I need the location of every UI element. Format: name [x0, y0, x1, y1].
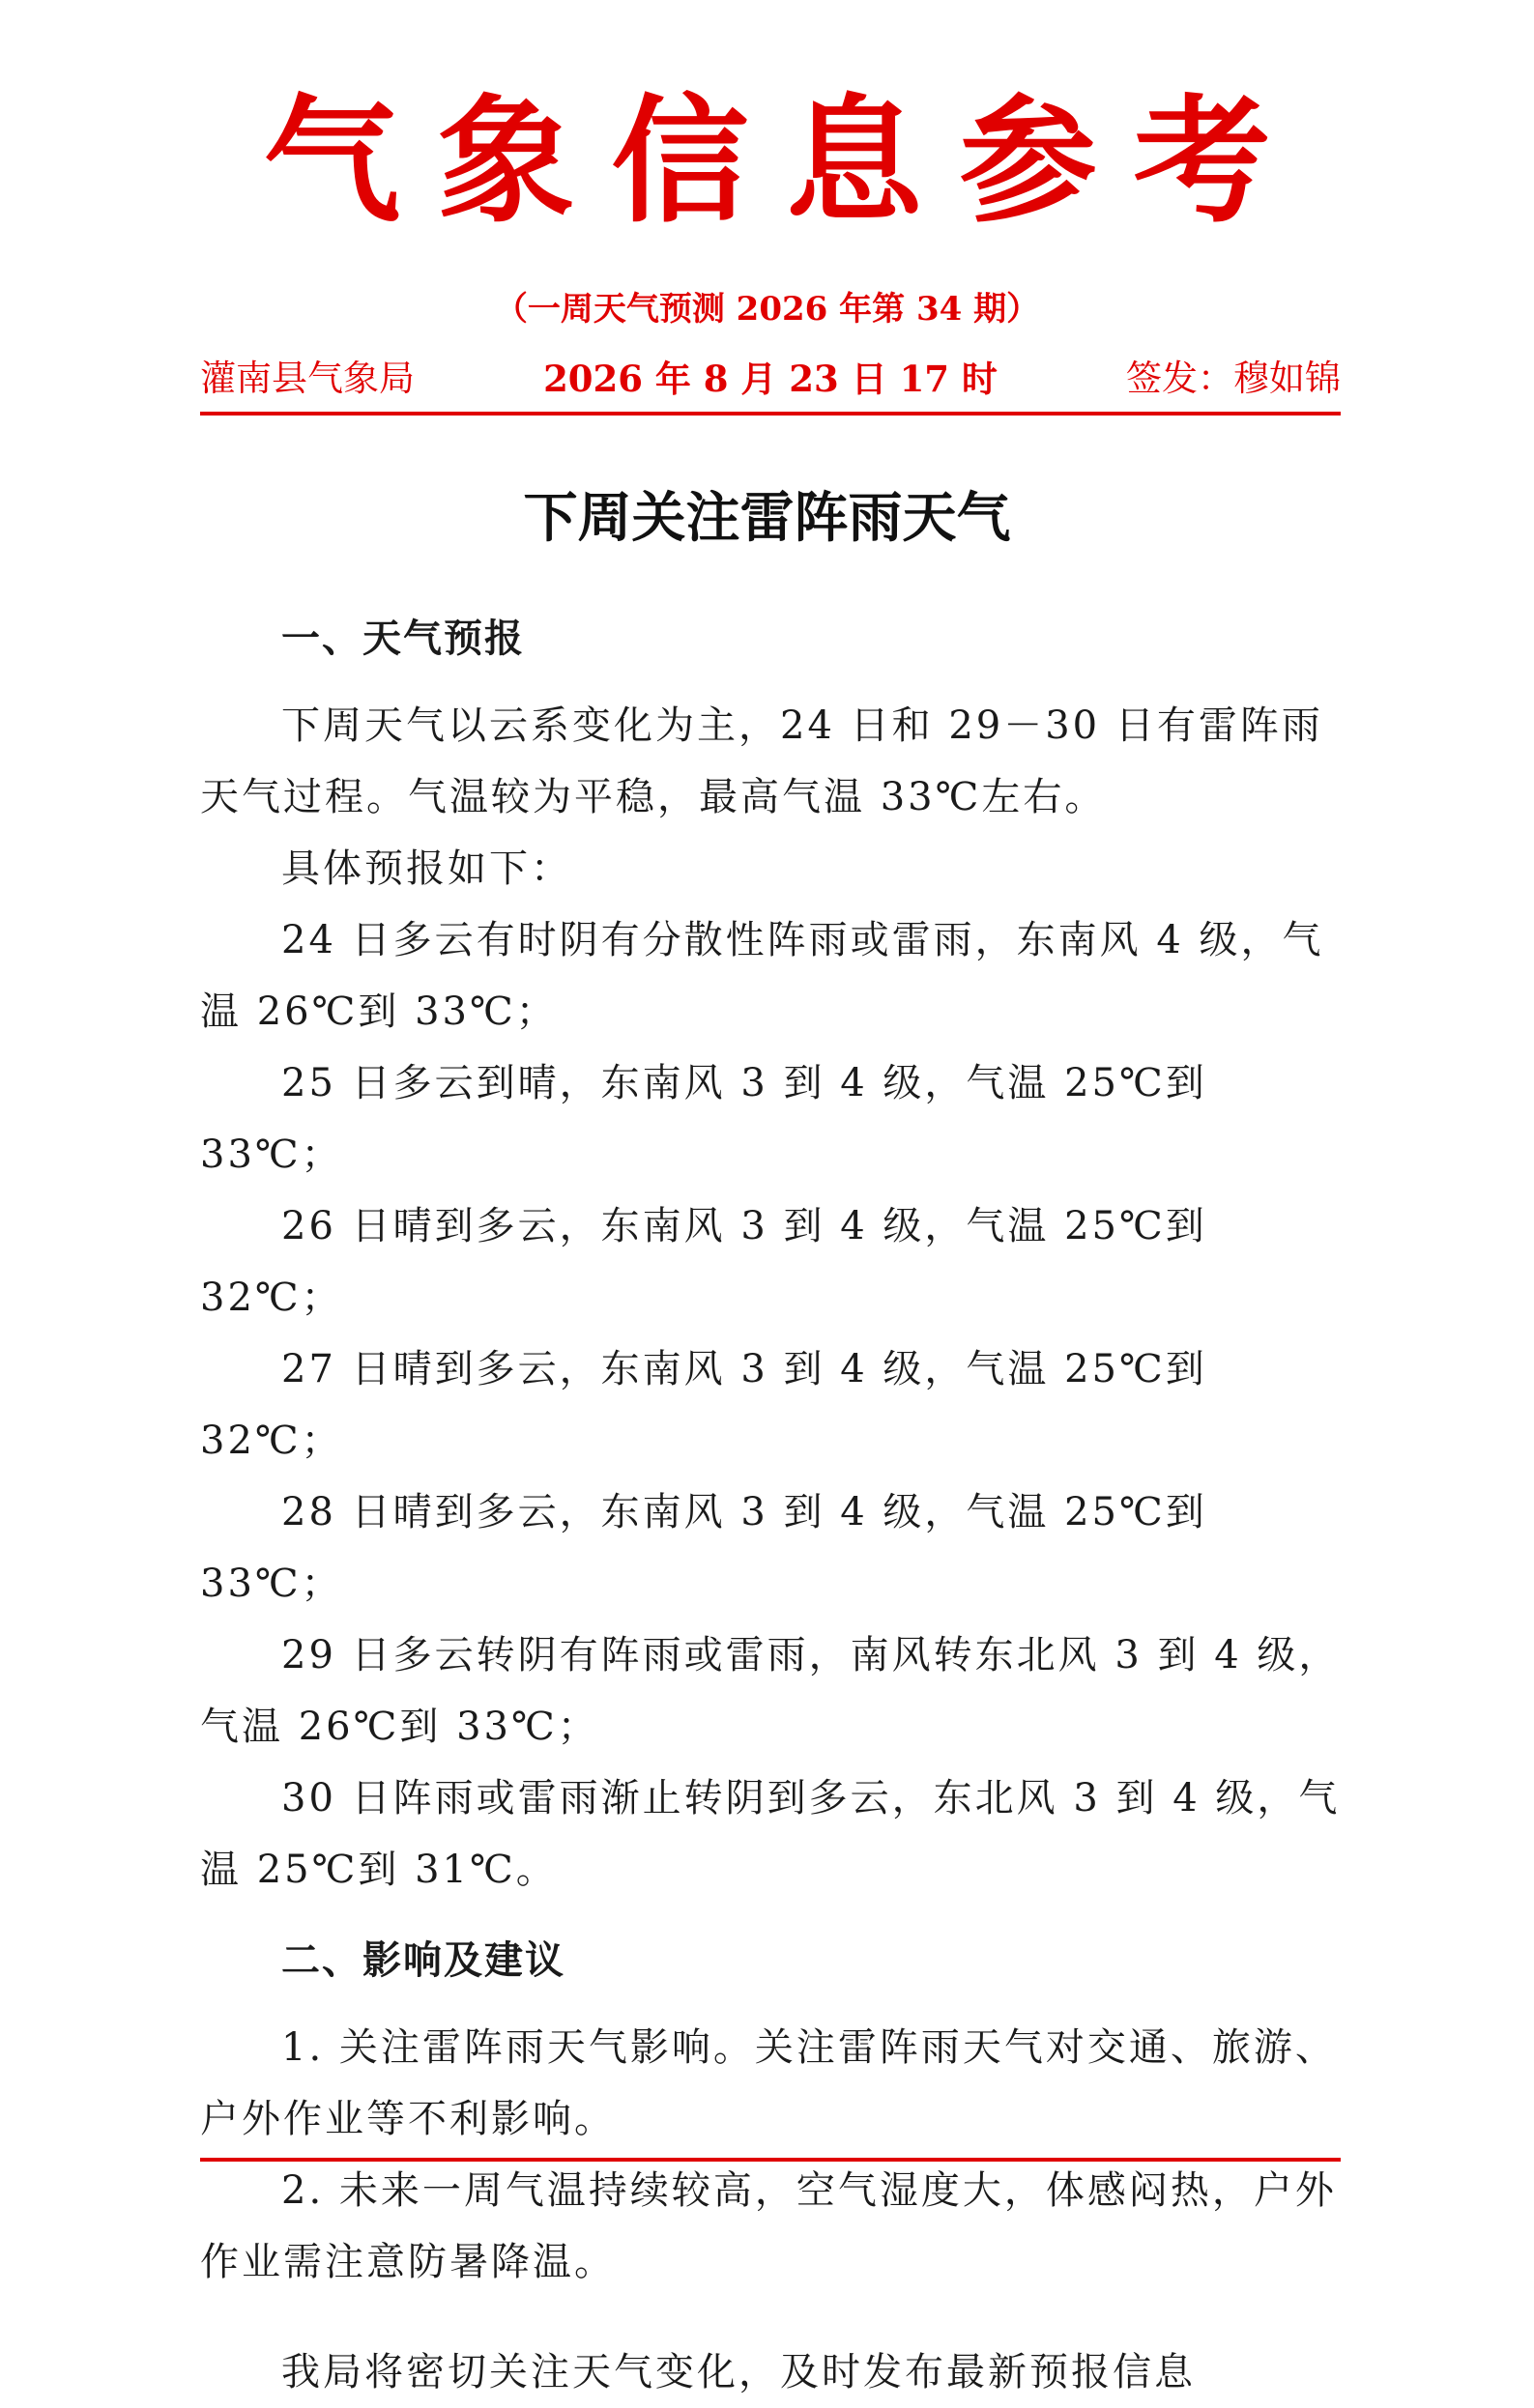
footer-divider	[200, 2158, 1341, 2162]
masthead-title: 气象信息参考	[263, 82, 1308, 242]
meta-row	[200, 356, 1341, 402]
signer: 签发：穆如锦	[1126, 358, 1341, 399]
closing-statement: 我局将密切关注天气变化，及时发布最新预报信息	[281, 2350, 1196, 2394]
section-heading-advice: 二、影响及建议	[281, 1938, 565, 1983]
forecast-day-30: 30 日阵雨或雷雨渐止转阴到多云，东北风 3 到 4 级，气温 25℃到 31℃。	[200, 1776, 1341, 1892]
advice-item-1: 1. 关注雷阵雨天气影响。关注雷阵雨天气对交通、旅游、户外作业等不利影响。	[200, 2025, 1337, 2141]
issue-number: （一周天气预测 2026 年第 34 期）	[494, 290, 1040, 329]
forecast-day-28: 28 日晴到多云，东南风 3 到 4 级，气温 25℃到 33℃；	[200, 1490, 1207, 1606]
forecast-day-26: 26 日晴到多云，东南风 3 到 4 级，气温 25℃到 32℃；	[200, 1204, 1207, 1320]
forecast-day-27: 27 日晴到多云，东南风 3 到 4 级，气温 25℃到 32℃；	[200, 1347, 1207, 1463]
forecast-summary: 下周天气以云系变化为主，24 日和 29－30 日有雷阵雨天气过程。气温较为平稳，最高气温 33℃左右。	[200, 703, 1323, 819]
header-divider	[200, 412, 1341, 416]
document-body	[200, 597, 1341, 2408]
issuing-agency: 灌南县气象局	[200, 358, 415, 399]
forecast-day-29: 29 日多云转阴有阵雨或雷雨，南风转东北风 3 到 4 级，气温 26℃到 33℃；	[200, 1633, 1341, 1749]
headline: 下周关注雷阵雨天气	[523, 486, 1011, 550]
forecast-day-24: 24 日多云有时阴有分散性阵雨或雷雨，东南风 4 级，气温 26℃到 33℃；	[200, 918, 1324, 1034]
advice-item-2: 2. 未来一周气温持续较高，空气湿度大，体感闷热，户外作业需注意防暑降温。	[200, 2168, 1337, 2284]
forecast-intro: 具体预报如下：	[281, 846, 572, 891]
forecast-day-25: 25 日多云到晴，东南风 3 到 4 级，气温 25℃到 33℃；	[200, 1061, 1207, 1177]
section-heading-forecast: 一、天气预报	[281, 616, 525, 661]
issue-datetime: 2026 年 8 月 23 日 17 时	[543, 358, 998, 400]
